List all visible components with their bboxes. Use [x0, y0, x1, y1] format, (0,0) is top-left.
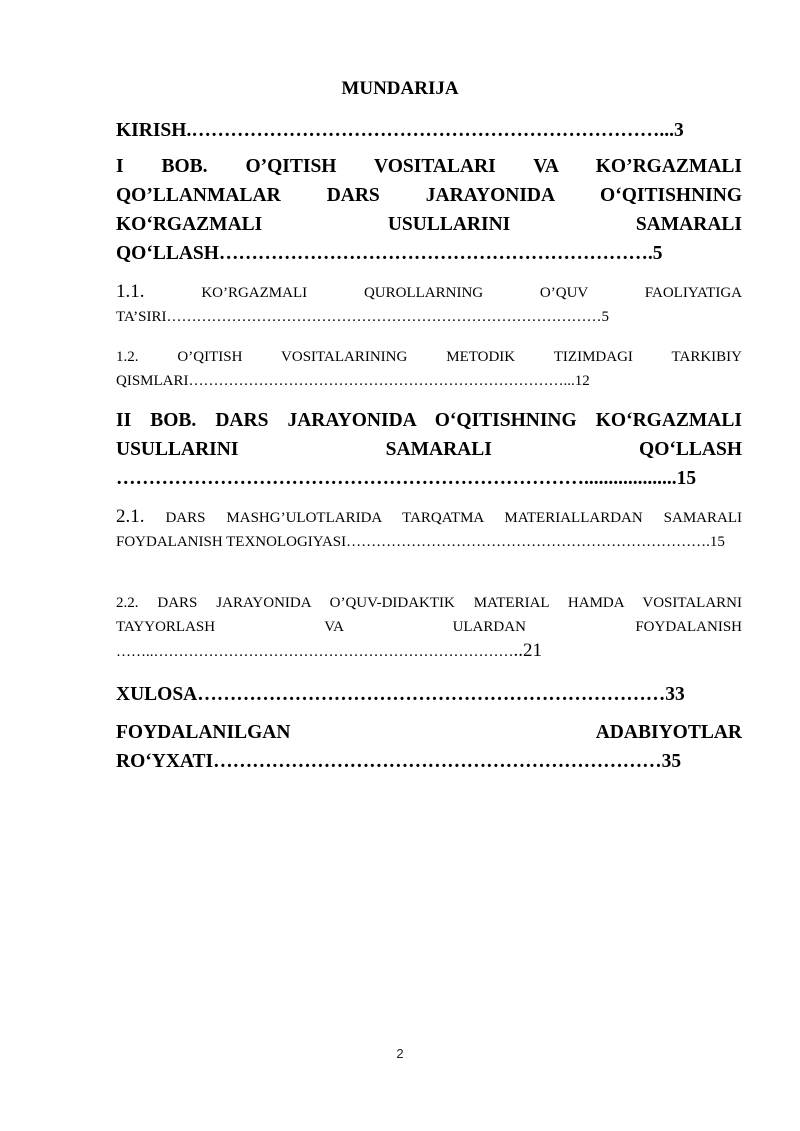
section-title: DARS MASHG’ULOTLARIDA TARQATMA MATERIALLARDAN SAMARALI FOYDALANISH TEXNOLOGIYASI……………………………………………………………….15	[116, 510, 742, 550]
section-title: KO’RGAZMALI QUROLLARNING O’QUV FAOLIYATIGA TA’SIRI……………………………………………………………………………5	[116, 285, 742, 325]
section-title: 2.2. DARS JARAYONIDA O’QUV-DIDAKTIK MATERIAL HAMDA VOSITALARNI TAYYORLASH VA ULARDAN FOYDALANISH ……..………………………………………………………………	[116, 595, 742, 660]
toc-entry-section-1-2: 1.2. O’QITISH VOSITALARINING METODIK TIZIMDAGI TARKIBIY QISMLARI…………………………………………………………………...12	[116, 349, 742, 389]
toc-entry-section-2-1	[116, 505, 742, 554]
toc-heading: MUNDARIJA	[341, 78, 459, 99]
toc-entry-chapter-1: I BOB. O’QITISH VOSITALARI VA KO’RGAZMALI QO’LLANMALAR DARS JARAYONIDA O‘QITISHNING KO‘RGAZMALI USULLARINI SAMARALI QO‘LLASH………………………………………………………….5	[116, 156, 742, 264]
toc-entry-kirish: KIRISH.………………………………………………………………...3	[116, 120, 684, 141]
toc-entry-section-2-2	[116, 592, 742, 665]
page-number: 2	[396, 1046, 404, 1061]
toc-entry-chapter-2: II BOB. DARS JARAYONIDA O‘QITISHNING KO‘RGAZMALI USULLARINI SAMARALI QO‘LLASH ………………………………………………………………...................15	[116, 410, 742, 489]
section-number: 1.1.	[116, 281, 145, 302]
toc-entry-xulosa: XULOSA………………………………………………………………33	[116, 684, 685, 705]
toc-entry-section-1-1	[116, 280, 742, 329]
section-number: 2.1.	[116, 506, 145, 527]
section-page: ..21	[513, 640, 542, 661]
toc-entry-bibliography: FOYDALANILGAN ADABIYOTLAR RO‘YXATI……………………………………………………………35	[116, 722, 742, 772]
